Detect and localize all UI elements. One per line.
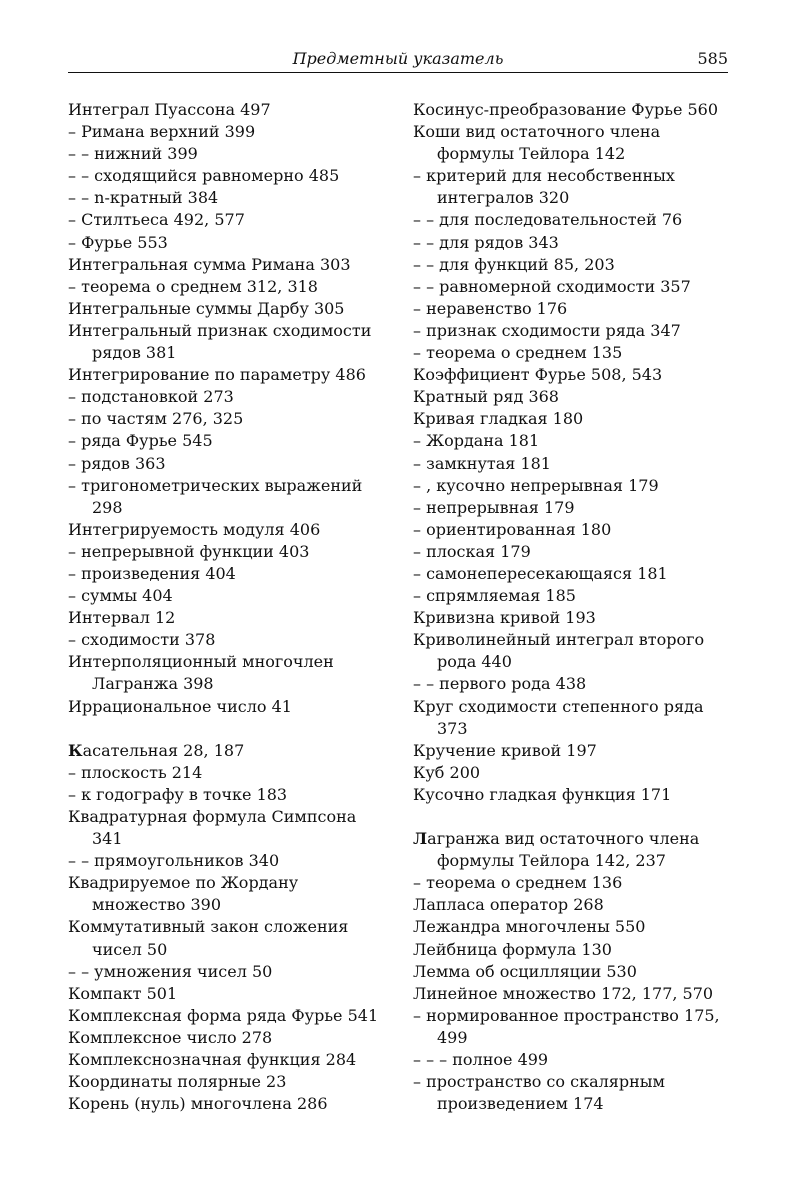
index-entry bbox=[413, 916, 731, 938]
index-column-right bbox=[413, 99, 731, 1115]
index-entry bbox=[68, 740, 386, 762]
index-entry bbox=[413, 430, 731, 452]
index-entry-text: Интервал 12 bbox=[68, 608, 176, 628]
index-entry-text: Кратный ряд 368 bbox=[413, 387, 559, 407]
index-entry-text: Косинус-преобразование Фурье 560 bbox=[413, 100, 719, 119]
index-entry-text: – теорема о среднем 312, 318 bbox=[68, 276, 318, 296]
index-entry-text: – плоская 179 bbox=[413, 541, 531, 561]
index-entry-text: – ряда Фурье 545 bbox=[68, 431, 213, 451]
index-entry-text: Коэффициент Фурье 508, 543 bbox=[413, 365, 663, 385]
index-entry bbox=[413, 298, 731, 320]
index-entry bbox=[413, 541, 731, 563]
index-entry bbox=[413, 232, 731, 254]
index-entry bbox=[413, 453, 731, 475]
index-entry bbox=[68, 475, 386, 519]
index-entry-text: Интегральный признак сходимости рядов 381 bbox=[68, 320, 372, 363]
index-entry bbox=[413, 673, 731, 695]
index-entry bbox=[68, 961, 386, 983]
index-entry bbox=[413, 585, 731, 607]
index-entry-text: Лейбница формула 130 bbox=[413, 939, 612, 959]
index-entry-text: – – для функций 85, 203 bbox=[413, 254, 615, 274]
index-entry bbox=[413, 784, 731, 806]
index-entry-text: – произведения 404 bbox=[68, 563, 236, 583]
index-entry-text: Круг сходимости степенного ряда 373 bbox=[413, 696, 704, 738]
index-entry-text: – – первого рода 438 bbox=[413, 674, 587, 694]
index-entry-text: Компакт 501 bbox=[68, 983, 178, 1003]
index-entry bbox=[68, 1093, 386, 1115]
index-entry-text: – – прямоугольников 340 bbox=[68, 851, 280, 871]
index-entry-text: – – для последовательностей 76 bbox=[413, 210, 683, 230]
index-entry-text: Интегральные суммы Дарбу 305 bbox=[68, 298, 345, 318]
index-entry bbox=[413, 1071, 731, 1115]
index-entry-text: Кривая гладкая 180 bbox=[413, 409, 584, 429]
index-entry bbox=[413, 563, 731, 585]
index-entry-text: – тригонометрических выражений 298 bbox=[68, 475, 363, 517]
index-entry-text: – Жордана 181 bbox=[413, 431, 540, 451]
index-entry bbox=[68, 121, 386, 143]
index-entry-text: – плоскость 214 bbox=[68, 762, 203, 782]
index-entry-text: Коммутативный закон сложения чисел 50 bbox=[68, 917, 349, 959]
index-column-left bbox=[68, 99, 386, 1115]
index-entry-text: Интегрирование по параметру 486 bbox=[68, 365, 366, 385]
index-entry bbox=[68, 364, 386, 386]
index-entry-text: – теорема о среднем 136 bbox=[413, 873, 623, 893]
index-entry bbox=[68, 430, 386, 452]
index-entry-text: – суммы 404 bbox=[68, 586, 173, 606]
index-entry bbox=[68, 916, 386, 960]
running-header bbox=[68, 48, 728, 73]
index-entry bbox=[413, 386, 731, 408]
index-entry bbox=[413, 165, 731, 209]
index-entry bbox=[413, 209, 731, 231]
index-entry-text: – – умножения чисел 50 bbox=[68, 961, 273, 981]
index-entry-text: Комплексная форма ряда Фурье 541 bbox=[68, 1005, 379, 1025]
index-entry bbox=[413, 894, 731, 916]
index-entry-text: – непрерывная 179 bbox=[413, 497, 575, 517]
index-entry-text: – – – полное 499 bbox=[413, 1050, 549, 1070]
index-entry-text: Квадратурная формула Симпсона 341 bbox=[68, 807, 357, 849]
index-entry bbox=[68, 872, 386, 916]
index-entry bbox=[68, 563, 386, 585]
index-entry bbox=[68, 276, 386, 298]
index-entry bbox=[68, 762, 386, 784]
index-entry-text: – Фурье 553 bbox=[68, 232, 168, 252]
index-entry bbox=[413, 408, 731, 430]
index-entry-text: – – n-кратный 384 bbox=[68, 188, 219, 208]
index-entry-text: Интерполяционный многочлен Лагранжа 398 bbox=[68, 652, 334, 694]
page-title: Предметный указатель bbox=[292, 49, 504, 68]
index-entry-text: – – для рядов 343 bbox=[413, 232, 559, 252]
index-entry bbox=[413, 983, 731, 1005]
index-entry bbox=[413, 276, 731, 298]
index-entry-text: Коши вид остаточного члена формулы Тейлора 142 bbox=[413, 122, 661, 164]
index-entry bbox=[413, 254, 731, 276]
index-entry bbox=[413, 1005, 731, 1049]
index-entry bbox=[68, 850, 386, 872]
index-entry-text: – – равномерной сходимости 357 bbox=[413, 276, 691, 296]
index-entry-text: Координаты полярные 23 bbox=[68, 1072, 287, 1092]
index-entry bbox=[68, 806, 386, 850]
index-entry-text: – теорема о среднем 135 bbox=[413, 343, 623, 363]
index-entry-text: – самонепересекающаяся 181 bbox=[413, 563, 668, 583]
index-entry bbox=[68, 232, 386, 254]
index-entry-text: – по частям 276, 325 bbox=[68, 409, 244, 429]
index-entry bbox=[413, 872, 731, 894]
index-entry bbox=[68, 696, 386, 718]
index-entry bbox=[413, 121, 731, 165]
index-entry-text: – непрерывной функции 403 bbox=[68, 541, 310, 561]
index-entry-text: – подстановкой 273 bbox=[68, 387, 234, 407]
index-entry bbox=[68, 408, 386, 430]
index-entry bbox=[413, 762, 731, 784]
index-entry bbox=[413, 475, 731, 497]
index-entry bbox=[413, 828, 731, 872]
index-entry-text: – – нижний 399 bbox=[68, 144, 198, 164]
index-entry bbox=[413, 519, 731, 541]
index-entry bbox=[68, 1027, 386, 1049]
index-entry-text: – пространство со скалярным произведением 174 bbox=[413, 1072, 665, 1114]
index-entry bbox=[413, 961, 731, 983]
index-entry-text: – Стилтьеса 492, 577 bbox=[68, 210, 245, 230]
index-entry-text: Криволинейный интеграл второго рода 440 bbox=[413, 630, 705, 672]
page-number: 585 bbox=[697, 49, 728, 68]
index-entry bbox=[68, 320, 386, 364]
index-entry-text: асательная 28, 187 bbox=[82, 740, 245, 760]
index-entry-text: Линейное множество 172, 177, 570 bbox=[413, 983, 714, 1003]
index-entry bbox=[413, 629, 731, 673]
index-letter-initial: Л bbox=[413, 829, 428, 849]
index-entry-text: – Римана верхний 399 bbox=[68, 122, 256, 142]
index-entry bbox=[413, 342, 731, 364]
index-entry-text: Интегрируемость модуля 406 bbox=[68, 519, 321, 539]
index-entry bbox=[413, 497, 731, 519]
index-entry-text: Лежандра многочлены 550 bbox=[413, 917, 646, 937]
index-entry bbox=[68, 453, 386, 475]
index-entry-text: – рядов 363 bbox=[68, 453, 166, 473]
index-entry-text: – к годографу в точке 183 bbox=[68, 784, 288, 804]
index-entry-text: Корень (нуль) многочлена 286 bbox=[68, 1094, 328, 1114]
index-entry bbox=[68, 1005, 386, 1027]
index-entry-text: – – сходящийся равномерно 485 bbox=[68, 166, 340, 186]
index-entry bbox=[413, 320, 731, 342]
index-entry-text: – , кусочно непрерывная 179 bbox=[413, 475, 659, 495]
index-entry bbox=[68, 607, 386, 629]
index-entry-text: Лемма об осцилляции 530 bbox=[413, 961, 637, 981]
index-entry-text: Интеграл Пуассона 497 bbox=[68, 100, 271, 119]
index-entry bbox=[68, 187, 386, 209]
index-entry-text: – ориентированная 180 bbox=[413, 519, 612, 539]
index-entry bbox=[413, 740, 731, 762]
index-entry-text: Комплексное число 278 bbox=[68, 1027, 273, 1047]
index-entry bbox=[68, 386, 386, 408]
index-entry bbox=[413, 99, 731, 121]
index-entry bbox=[68, 254, 386, 276]
index-entry-text: – спрямляемая 185 bbox=[413, 586, 576, 606]
index-entry bbox=[68, 519, 386, 541]
index-entry bbox=[68, 99, 386, 121]
index-entry bbox=[68, 983, 386, 1005]
index-entry bbox=[413, 696, 731, 740]
index-entry-text: Интегральная сумма Римана 303 bbox=[68, 254, 351, 274]
index-entry bbox=[68, 784, 386, 806]
index-letter-initial: К bbox=[68, 740, 83, 760]
index-entry-text: Иррациональное число 41 bbox=[68, 696, 292, 716]
index-entry bbox=[68, 651, 386, 695]
index-entry bbox=[68, 209, 386, 231]
index-entry-text: Кручение кривой 197 bbox=[413, 740, 597, 760]
index-entry bbox=[68, 143, 386, 165]
index-entry bbox=[68, 541, 386, 563]
index-entry bbox=[68, 165, 386, 187]
index-entry-text: Кусочно гладкая функция 171 bbox=[413, 784, 672, 804]
index-entry-text: – признак сходимости ряда 347 bbox=[413, 320, 681, 340]
index-entry-text: – замкнутая 181 bbox=[413, 453, 551, 473]
index-entry-text: агранжа вид остаточного члена формулы Тейлора 142, 237 bbox=[427, 829, 700, 871]
index-entry-text: Квадрируемое по Жордану множество 390 bbox=[68, 873, 299, 915]
index-entry bbox=[68, 629, 386, 651]
index-entry bbox=[68, 1071, 386, 1093]
index-entry bbox=[68, 585, 386, 607]
index-entry bbox=[413, 364, 731, 386]
index-entry-text: Лапласа оператор 268 bbox=[413, 895, 604, 915]
index-entry-text: – критерий для несобственных интегралов 320 bbox=[413, 166, 675, 208]
index-entry bbox=[413, 939, 731, 961]
index-entry-text: – неравенство 176 bbox=[413, 298, 568, 318]
index-entry bbox=[68, 298, 386, 320]
index-entry-text: – сходимости 378 bbox=[68, 630, 216, 650]
index-entry bbox=[413, 607, 731, 629]
index-entry bbox=[413, 1049, 731, 1071]
index-entry-text: – нормированное пространство 175, 499 bbox=[413, 1005, 720, 1047]
index-entry-text: Куб 200 bbox=[413, 762, 481, 782]
index-entry-text: Кривизна кривой 193 bbox=[413, 608, 596, 628]
index-entry-text: Комплекснозначная функция 284 bbox=[68, 1050, 357, 1070]
index-entry bbox=[68, 1049, 386, 1071]
